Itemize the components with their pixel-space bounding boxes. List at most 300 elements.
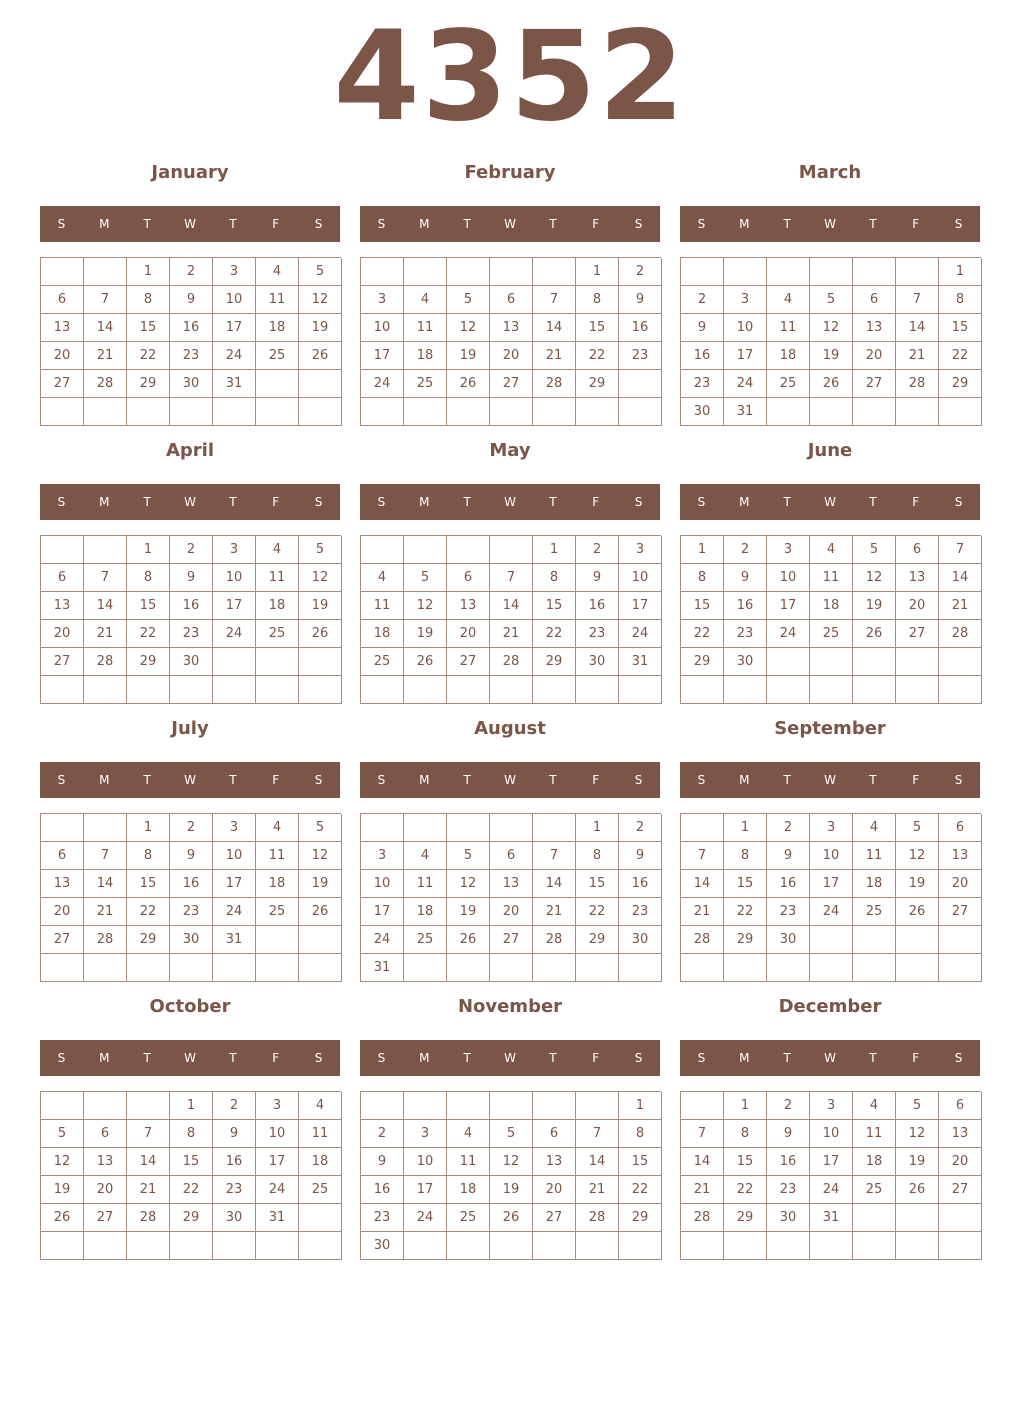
weekday-label: S: [697, 1051, 706, 1065]
day-cell: 5: [490, 1120, 533, 1148]
empty-cell: [490, 398, 533, 426]
day-cell: 2: [681, 286, 724, 314]
month-april: [40, 436, 340, 706]
day-cell: 14: [127, 1148, 170, 1176]
day-cell: 18: [256, 592, 299, 620]
weekday-label: S: [57, 773, 66, 787]
day-cell: 20: [41, 342, 84, 370]
day-cell: 31: [213, 926, 256, 954]
day-cell: 5: [299, 258, 342, 286]
weekday-label: T: [549, 773, 557, 787]
day-cell: 19: [896, 1148, 939, 1176]
empty-cell: [576, 398, 619, 426]
day-cell: 23: [361, 1204, 404, 1232]
day-cell: 11: [404, 870, 447, 898]
day-grid: [40, 535, 341, 704]
empty-cell: [853, 926, 896, 954]
day-cell: 24: [404, 1204, 447, 1232]
day-cell: 10: [810, 842, 853, 870]
day-cell: 21: [127, 1176, 170, 1204]
empty-cell: [256, 926, 299, 954]
day-cell: 5: [447, 286, 490, 314]
empty-cell: [681, 954, 724, 982]
day-cell: 12: [299, 842, 342, 870]
day-cell: 7: [127, 1120, 170, 1148]
day-cell: 13: [939, 1120, 982, 1148]
empty-cell: [41, 1232, 84, 1260]
day-cell: 1: [127, 536, 170, 564]
day-cell: 12: [41, 1148, 84, 1176]
weekday-label: M: [419, 1051, 430, 1065]
empty-cell: [256, 370, 299, 398]
empty-cell: [127, 398, 170, 426]
day-grid: [360, 535, 661, 704]
day-cell: 21: [533, 342, 576, 370]
day-cell: 9: [213, 1120, 256, 1148]
day-cell: 9: [170, 286, 213, 314]
day-cell: 16: [213, 1148, 256, 1176]
day-cell: 18: [767, 342, 810, 370]
day-cell: 9: [619, 286, 662, 314]
empty-cell: [810, 926, 853, 954]
day-cell: 18: [853, 1148, 896, 1176]
empty-cell: [853, 676, 896, 704]
day-cell: 6: [896, 536, 939, 564]
day-cell: 19: [41, 1176, 84, 1204]
day-cell: 14: [681, 1148, 724, 1176]
empty-cell: [84, 676, 127, 704]
weekday-label: S: [57, 1051, 66, 1065]
weekday-label: W: [504, 1051, 516, 1065]
day-cell: 27: [447, 648, 490, 676]
day-cell: 8: [127, 842, 170, 870]
month-name: January: [151, 162, 229, 183]
weekday-label: M: [419, 217, 430, 231]
weekday-label: T: [783, 217, 791, 231]
day-cell: 28: [896, 370, 939, 398]
day-cell: 30: [576, 648, 619, 676]
day-cell: 29: [724, 1204, 767, 1232]
empty-cell: [939, 1232, 982, 1260]
weekday-label: S: [377, 773, 386, 787]
day-cell: 15: [533, 592, 576, 620]
empty-cell: [213, 1232, 256, 1260]
empty-cell: [533, 1092, 576, 1120]
empty-cell: [299, 1204, 342, 1232]
empty-cell: [84, 258, 127, 286]
empty-cell: [939, 954, 982, 982]
day-cell: 18: [404, 342, 447, 370]
day-cell: 16: [170, 314, 213, 342]
month-name: December: [778, 996, 882, 1017]
day-cell: 30: [170, 648, 213, 676]
empty-cell: [896, 954, 939, 982]
day-cell: 9: [767, 1120, 810, 1148]
day-cell: 13: [853, 314, 896, 342]
empty-cell: [896, 926, 939, 954]
day-cell: 30: [681, 398, 724, 426]
day-cell: 3: [810, 814, 853, 842]
day-cell: 5: [447, 842, 490, 870]
month-name: August: [474, 718, 546, 739]
day-cell: 13: [490, 314, 533, 342]
day-cell: 13: [447, 592, 490, 620]
day-cell: 30: [170, 926, 213, 954]
weekday-label: F: [912, 217, 920, 231]
empty-cell: [170, 1232, 213, 1260]
empty-cell: [404, 536, 447, 564]
day-cell: 8: [127, 564, 170, 592]
day-cell: 22: [127, 898, 170, 926]
weekday-label: S: [314, 773, 323, 787]
day-cell: 13: [41, 314, 84, 342]
month-may: [360, 436, 660, 706]
day-cell: 18: [810, 592, 853, 620]
empty-cell: [533, 1232, 576, 1260]
day-cell: 7: [490, 564, 533, 592]
weekday-label: S: [697, 217, 706, 231]
empty-cell: [939, 676, 982, 704]
empty-cell: [810, 676, 853, 704]
day-cell: 12: [447, 870, 490, 898]
weekday-label: S: [377, 1051, 386, 1065]
empty-cell: [724, 954, 767, 982]
day-cell: 3: [724, 286, 767, 314]
day-cell: 17: [361, 342, 404, 370]
day-cell: 3: [361, 842, 404, 870]
day-cell: 10: [404, 1148, 447, 1176]
weekday-label: W: [824, 773, 836, 787]
weekday-label: S: [314, 495, 323, 509]
day-cell: 29: [939, 370, 982, 398]
day-cell: 26: [41, 1204, 84, 1232]
day-cell: 8: [939, 286, 982, 314]
day-cell: 28: [576, 1204, 619, 1232]
day-cell: 19: [299, 592, 342, 620]
empty-cell: [724, 1232, 767, 1260]
weekday-label: T: [549, 495, 557, 509]
day-cell: 20: [939, 870, 982, 898]
empty-cell: [533, 814, 576, 842]
day-cell: 12: [810, 314, 853, 342]
empty-cell: [896, 1204, 939, 1232]
day-cell: 19: [853, 592, 896, 620]
day-cell: 26: [447, 926, 490, 954]
empty-cell: [939, 648, 982, 676]
day-cell: 21: [490, 620, 533, 648]
day-cell: 11: [256, 564, 299, 592]
weekday-header: [680, 484, 980, 520]
empty-cell: [810, 1232, 853, 1260]
empty-cell: [896, 398, 939, 426]
day-cell: 1: [533, 536, 576, 564]
day-cell: 14: [490, 592, 533, 620]
weekday-header: [680, 762, 980, 798]
empty-cell: [447, 954, 490, 982]
day-cell: 24: [361, 370, 404, 398]
day-grid: [40, 1091, 341, 1260]
weekday-label: T: [143, 1051, 151, 1065]
day-cell: 29: [170, 1204, 213, 1232]
empty-cell: [256, 648, 299, 676]
day-cell: 17: [404, 1176, 447, 1204]
empty-cell: [84, 536, 127, 564]
day-cell: 17: [767, 592, 810, 620]
day-cell: 1: [681, 536, 724, 564]
weekday-label: S: [377, 217, 386, 231]
weekday-label: F: [592, 495, 600, 509]
day-cell: 4: [256, 258, 299, 286]
day-cell: 7: [896, 286, 939, 314]
day-cell: 17: [810, 1148, 853, 1176]
weekday-label: W: [504, 773, 516, 787]
day-cell: 10: [767, 564, 810, 592]
day-cell: 8: [576, 286, 619, 314]
day-cell: 2: [767, 1092, 810, 1120]
weekday-label: S: [57, 217, 66, 231]
day-cell: 16: [170, 592, 213, 620]
day-cell: 24: [810, 898, 853, 926]
day-cell: 16: [724, 592, 767, 620]
month-december: [680, 992, 980, 1262]
day-cell: 3: [361, 286, 404, 314]
empty-cell: [619, 370, 662, 398]
month-name: October: [149, 996, 231, 1017]
day-cell: 13: [490, 870, 533, 898]
weekday-header: [360, 762, 660, 798]
month-name: September: [774, 718, 886, 739]
weekday-header: [40, 1040, 340, 1076]
empty-cell: [299, 954, 342, 982]
day-cell: 23: [576, 620, 619, 648]
empty-cell: [447, 536, 490, 564]
day-cell: 9: [619, 842, 662, 870]
empty-cell: [84, 398, 127, 426]
day-cell: 7: [84, 286, 127, 314]
day-cell: 4: [853, 1092, 896, 1120]
weekday-label: T: [869, 217, 877, 231]
day-cell: 5: [299, 814, 342, 842]
weekday-label: T: [143, 773, 151, 787]
weekday-label: M: [99, 773, 110, 787]
day-cell: 26: [299, 342, 342, 370]
day-cell: 12: [404, 592, 447, 620]
day-cell: 10: [213, 842, 256, 870]
month-february: [360, 158, 660, 428]
day-cell: 14: [533, 870, 576, 898]
day-grid: [680, 257, 981, 426]
empty-cell: [299, 926, 342, 954]
empty-cell: [810, 258, 853, 286]
day-cell: 26: [299, 620, 342, 648]
day-cell: 24: [213, 620, 256, 648]
month-july: [40, 714, 340, 984]
empty-cell: [490, 676, 533, 704]
day-cell: 3: [213, 814, 256, 842]
empty-cell: [41, 814, 84, 842]
day-cell: 22: [724, 1176, 767, 1204]
day-cell: 20: [447, 620, 490, 648]
day-cell: 17: [361, 898, 404, 926]
day-cell: 13: [41, 870, 84, 898]
day-cell: 21: [681, 898, 724, 926]
empty-cell: [447, 814, 490, 842]
month-name: April: [165, 440, 215, 461]
day-cell: 9: [767, 842, 810, 870]
weekday-header: [40, 762, 340, 798]
empty-cell: [84, 1092, 127, 1120]
day-cell: 22: [127, 620, 170, 648]
day-cell: 29: [619, 1204, 662, 1232]
weekday-header: [40, 484, 340, 520]
empty-cell: [404, 814, 447, 842]
day-cell: 1: [127, 258, 170, 286]
weekday-label: T: [869, 1051, 877, 1065]
day-cell: 15: [576, 314, 619, 342]
day-cell: 26: [896, 898, 939, 926]
day-cell: 15: [576, 870, 619, 898]
month-name: May: [489, 440, 531, 461]
empty-cell: [299, 398, 342, 426]
day-cell: 8: [681, 564, 724, 592]
empty-cell: [127, 1092, 170, 1120]
day-cell: 30: [170, 370, 213, 398]
day-cell: 16: [767, 1148, 810, 1176]
day-cell: 10: [256, 1120, 299, 1148]
empty-cell: [299, 648, 342, 676]
day-cell: 12: [299, 564, 342, 592]
weekday-label: S: [954, 495, 963, 509]
weekday-label: M: [419, 495, 430, 509]
empty-cell: [767, 1232, 810, 1260]
day-cell: 26: [404, 648, 447, 676]
empty-cell: [490, 814, 533, 842]
day-cell: 31: [213, 370, 256, 398]
weekday-label: T: [869, 495, 877, 509]
day-cell: 25: [810, 620, 853, 648]
day-cell: 20: [939, 1148, 982, 1176]
weekday-label: S: [377, 495, 386, 509]
weekday-label: T: [549, 217, 557, 231]
empty-cell: [681, 1232, 724, 1260]
empty-cell: [256, 1232, 299, 1260]
empty-cell: [41, 536, 84, 564]
day-cell: 20: [490, 898, 533, 926]
day-cell: 7: [681, 1120, 724, 1148]
weekday-label: S: [697, 495, 706, 509]
day-cell: 19: [404, 620, 447, 648]
day-cell: 22: [724, 898, 767, 926]
day-cell: 10: [619, 564, 662, 592]
day-cell: 12: [299, 286, 342, 314]
empty-cell: [170, 954, 213, 982]
day-cell: 30: [361, 1232, 404, 1260]
day-cell: 31: [724, 398, 767, 426]
weekday-label: W: [184, 1051, 196, 1065]
day-cell: 9: [170, 564, 213, 592]
empty-cell: [810, 954, 853, 982]
day-cell: 29: [724, 926, 767, 954]
month-name: July: [171, 718, 209, 739]
day-cell: 13: [939, 842, 982, 870]
weekday-label: S: [954, 217, 963, 231]
weekday-header: [680, 206, 980, 242]
day-cell: 13: [533, 1148, 576, 1176]
day-grid: [40, 257, 341, 426]
day-cell: 30: [619, 926, 662, 954]
empty-cell: [896, 676, 939, 704]
weekday-label: F: [272, 217, 280, 231]
empty-cell: [939, 1204, 982, 1232]
day-cell: 3: [213, 258, 256, 286]
empty-cell: [490, 954, 533, 982]
day-cell: 15: [170, 1148, 213, 1176]
day-cell: 20: [853, 342, 896, 370]
day-cell: 1: [170, 1092, 213, 1120]
weekday-label: S: [314, 1051, 323, 1065]
day-cell: 10: [810, 1120, 853, 1148]
day-cell: 24: [213, 342, 256, 370]
day-cell: 27: [939, 898, 982, 926]
empty-cell: [619, 1232, 662, 1260]
empty-cell: [404, 1092, 447, 1120]
day-cell: 13: [84, 1148, 127, 1176]
day-cell: 8: [724, 842, 767, 870]
day-cell: 21: [576, 1176, 619, 1204]
day-cell: 2: [361, 1120, 404, 1148]
day-cell: 30: [767, 1204, 810, 1232]
weekday-label: F: [272, 1051, 280, 1065]
day-cell: 29: [127, 926, 170, 954]
weekday-label: T: [463, 773, 471, 787]
day-cell: 5: [896, 1092, 939, 1120]
day-cell: 20: [896, 592, 939, 620]
empty-cell: [256, 676, 299, 704]
day-cell: 25: [256, 342, 299, 370]
day-cell: 4: [256, 536, 299, 564]
day-cell: 15: [127, 314, 170, 342]
day-cell: 5: [810, 286, 853, 314]
day-cell: 18: [256, 314, 299, 342]
day-cell: 15: [681, 592, 724, 620]
day-cell: 9: [576, 564, 619, 592]
empty-cell: [127, 954, 170, 982]
empty-cell: [681, 1092, 724, 1120]
day-cell: 21: [896, 342, 939, 370]
empty-cell: [533, 258, 576, 286]
day-cell: 23: [170, 898, 213, 926]
day-cell: 6: [490, 842, 533, 870]
day-cell: 20: [41, 620, 84, 648]
empty-cell: [84, 1232, 127, 1260]
day-cell: 25: [447, 1204, 490, 1232]
day-cell: 31: [361, 954, 404, 982]
day-grid: [680, 535, 981, 704]
empty-cell: [361, 676, 404, 704]
weekday-label: S: [634, 773, 643, 787]
day-cell: 28: [681, 926, 724, 954]
day-cell: 29: [576, 926, 619, 954]
day-cell: 12: [896, 842, 939, 870]
day-cell: 1: [576, 814, 619, 842]
day-cell: 24: [810, 1176, 853, 1204]
day-cell: 8: [127, 286, 170, 314]
day-cell: 23: [724, 620, 767, 648]
day-cell: 20: [533, 1176, 576, 1204]
day-cell: 6: [41, 564, 84, 592]
empty-cell: [576, 1092, 619, 1120]
weekday-label: M: [99, 217, 110, 231]
